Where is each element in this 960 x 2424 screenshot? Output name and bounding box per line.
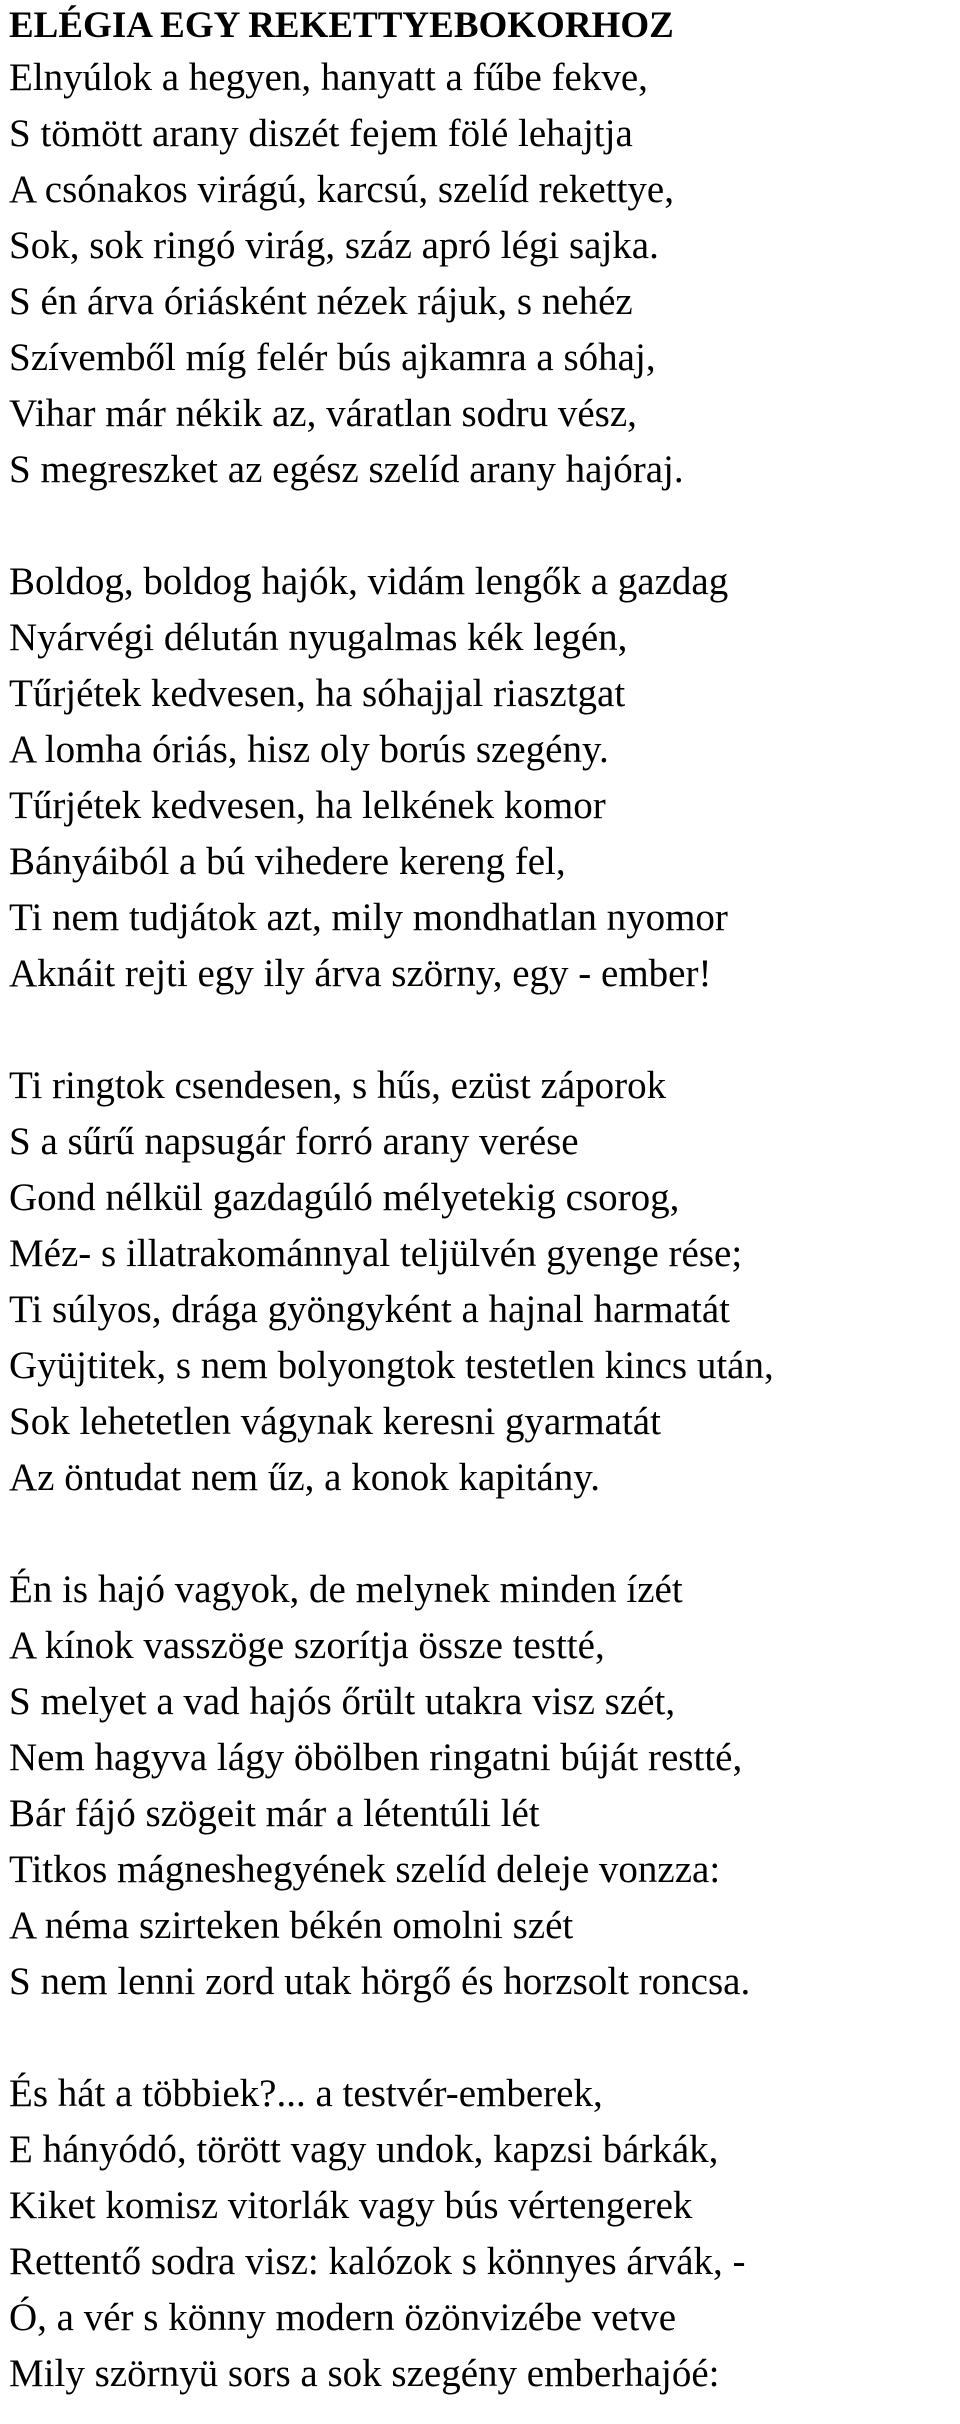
poem-line: S nem lenni zord utak hörgő és horzsolt roncsa. <box>9 1960 751 2003</box>
stanza <box>9 1562 954 2010</box>
poem-line: Rettentő sodra visz: kalózok s könnyes árvák, - <box>9 2240 746 2283</box>
stanza <box>9 554 954 1002</box>
poem-line: S a sűrű napsugár forró arany verése <box>9 1120 579 1163</box>
poem-line: Tűrjétek kedvesen, ha lelkének komor <box>9 784 606 827</box>
poem-line: Boldog, boldog hajók, vidám lengők a gazdag <box>9 560 729 603</box>
poem-line: Ti ringtok csendesen, s hűs, ezüst záporok <box>9 1064 667 1107</box>
poem-line: Nyárvégi délután nyugalmas kék legén, <box>9 616 628 659</box>
poem-line: Titkos mágneshegyének szelíd deleje vonzza: <box>9 1848 721 1891</box>
poem-body <box>9 50 954 2402</box>
poem-line: S tömött arany diszét fejem fölé lehajtja <box>9 112 633 155</box>
poem-line: És hát a többiek?... a testvér-emberek, <box>9 2072 603 2115</box>
poem-line: Én is hajó vagyok, de melynek minden ízét <box>9 1568 683 1611</box>
poem-line: S én árva óriásként nézek rájuk, s nehéz <box>9 280 633 323</box>
poem-line: Sok lehetetlen vágynak keresni gyarmatát <box>9 1400 661 1443</box>
poem-line: Szívemből míg felér bús ajkamra a sóhaj, <box>9 336 656 379</box>
poem-line: Gyüjtitek, s nem bolyongtok testetlen kincs után, <box>9 1344 774 1387</box>
document-page <box>9 0 954 2402</box>
poem-line: Méz- s illatrakománnyal teljülvén gyenge rése; <box>9 1232 743 1275</box>
poem-line: S melyet a vad hajós őrült utakra visz szét, <box>9 1680 676 1723</box>
poem-line: A kínok vasszöge szorítja össze testté, <box>9 1624 605 1667</box>
poem-title: ELÉGIA EGY REKETTYEBOKORHOZ <box>9 5 674 46</box>
poem-line: E hányódó, törött vagy undok, kapzsi bárkák, <box>9 2128 719 2171</box>
poem-line: A csónakos virágú, karcsú, szelíd rekettye, <box>9 168 674 211</box>
poem-line: S megreszket az egész szelíd arany hajóraj. <box>9 448 684 491</box>
poem-line: Bányáiból a bú vihedere kereng fel, <box>9 840 566 883</box>
poem-line: Ti súlyos, drága gyöngyként a hajnal harmatát <box>9 1288 731 1331</box>
stanza <box>9 50 954 498</box>
stanza <box>9 2066 954 2402</box>
poem-line: A néma szirteken békén omolni szét <box>9 1904 574 1947</box>
poem-line: Sok, sok ringó virág, száz apró légi sajka. <box>9 224 659 267</box>
poem-line: Nem hagyva lágy öbölben ringatni búját restté, <box>9 1736 743 1779</box>
poem-line: Bár fájó szögeit már a létentúli lét <box>9 1792 540 1835</box>
poem-line: Kiket komisz vitorlák vagy bús vértengerek <box>9 2184 693 2227</box>
poem-line: Ó, a vér s könny modern özönvizébe vetve <box>9 2296 677 2339</box>
poem-line: A lomha óriás, hisz oly borús szegény. <box>9 728 609 771</box>
poem-line: Aknáit rejti egy ily árva szörny, egy - ember! <box>9 952 712 995</box>
poem-line: Vihar már nékik az, váratlan sodru vész, <box>9 392 637 435</box>
poem-line: Tűrjétek kedvesen, ha sóhajjal riasztgat <box>9 672 626 715</box>
stanza <box>9 1058 954 1506</box>
poem-line: Az öntudat nem űz, a konok kapitány. <box>9 1456 600 1499</box>
poem-line: Gond nélkül gazdagúló mélyetekig csorog, <box>9 1176 680 1219</box>
poem-line: Ti nem tudjátok azt, mily mondhatlan nyomor <box>9 896 728 939</box>
poem-line: Elnyúlok a hegyen, hanyatt a fűbe fekve, <box>9 56 648 99</box>
poem-line: Mily szörnyü sors a sok szegény emberhajóé: <box>9 2352 720 2395</box>
